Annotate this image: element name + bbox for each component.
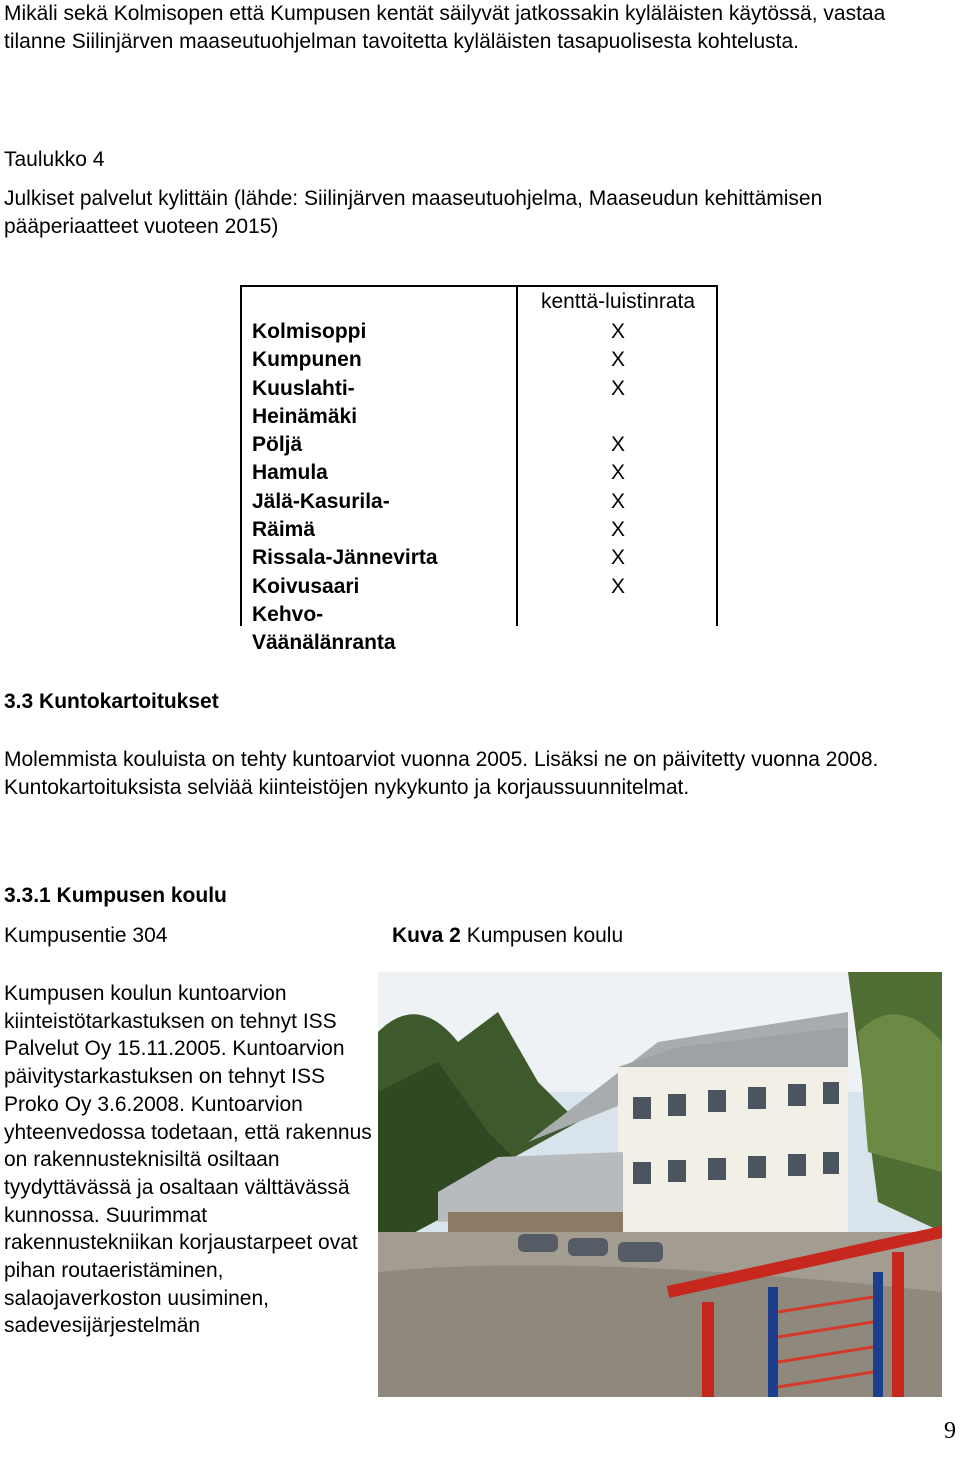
table-caption: Taulukko 4 xyxy=(4,148,105,171)
village-name: Kolmisoppi xyxy=(252,320,367,343)
services-table xyxy=(240,285,718,655)
school-condition-text: Kumpusen koulun kuntoarvion kiinteistötarkastuksen on tehnyt ISS Palvelut Oy 15.11.2005. Kuntoarvion päivitystarkastuksen on tehnyt ISS Proko Oy 3.6.2008. Kuntoarvion yhteenvedossa todetaan, että rakennus on rakennusteknisiltä osiltaan tyydyttävässä ja osaltaan välttävässä kunnossa. Suurimmat rakennustekniikan korjaustarpeet ovat pihan routaeristäminen, salaojaverkoston uusiminen, sadevesijärjestelmän xyxy=(4,982,372,1338)
village-name: Väänälänranta xyxy=(252,631,396,655)
mark-spacer xyxy=(518,403,718,431)
village-name: Kehvo- xyxy=(252,602,324,626)
mark-spacer xyxy=(518,601,718,629)
service-mark: X xyxy=(610,376,625,400)
service-mark: X xyxy=(610,433,625,457)
village-name: Jälä-Kasurila-Räimä xyxy=(252,489,390,542)
village-list xyxy=(252,318,452,658)
column-header: kenttä-luistinrata xyxy=(540,290,696,313)
table-top-border xyxy=(240,285,718,287)
village-name: Hamula xyxy=(252,461,328,485)
service-mark: X xyxy=(610,574,625,598)
section-3-3-text: Molemmista kouluista on tehty kuntoarviot vuonna 2005. Lisäksi ne on päivitetty vuonna 2008. Kuntokartoituksista selviää kiinteistöjen nykykunto ja korjaussuunnitelmat. xyxy=(4,748,879,799)
mark-list xyxy=(518,318,718,629)
village-name: Kumpunen xyxy=(252,348,362,372)
school-photo-drawing xyxy=(378,972,942,1397)
service-mark: X xyxy=(610,320,625,343)
village-name: Pöljä xyxy=(252,433,303,457)
village-name: Rissala-Jännevirta xyxy=(252,546,438,570)
figure-label: Kuva 2 xyxy=(392,924,461,947)
figure-title: Kumpusen koulu xyxy=(460,924,624,947)
village-name: Kuuslahti- xyxy=(252,376,355,400)
village-name: Heinämäki xyxy=(252,404,358,428)
figure-caption xyxy=(392,924,623,948)
school-photo xyxy=(378,972,942,1397)
page-number: 9 xyxy=(944,1418,956,1444)
table-left-border xyxy=(240,285,242,626)
table-description: Julkiset palvelut kylittäin (lähde: Siilinjärven maaseutuohjelma, Maaseudun kehittämisen pääperiaatteet vuoteen 2015) xyxy=(4,187,823,238)
service-mark: X xyxy=(610,489,625,513)
village-name: Koivusaari xyxy=(252,574,360,598)
service-mark: X xyxy=(610,348,625,372)
section-heading-3-3-1: 3.3.1 Kumpusen koulu xyxy=(4,884,227,907)
service-mark: X xyxy=(610,546,625,570)
service-mark: X xyxy=(610,518,625,542)
school-address: Kumpusentie 304 xyxy=(4,924,168,947)
section-heading-3-3: 3.3 Kuntokartoitukset xyxy=(4,690,219,713)
intro-paragraph: Mikäli sekä Kolmisopen että Kumpusen kentät säilyvät jatkossakin kyläläisten käytössä, vastaa tilanne Siilinjärven maaseutuohjelman tavoitetta kyläläisten tasapuolisesta kohtelusta. xyxy=(4,2,886,53)
service-mark: X xyxy=(610,461,625,485)
